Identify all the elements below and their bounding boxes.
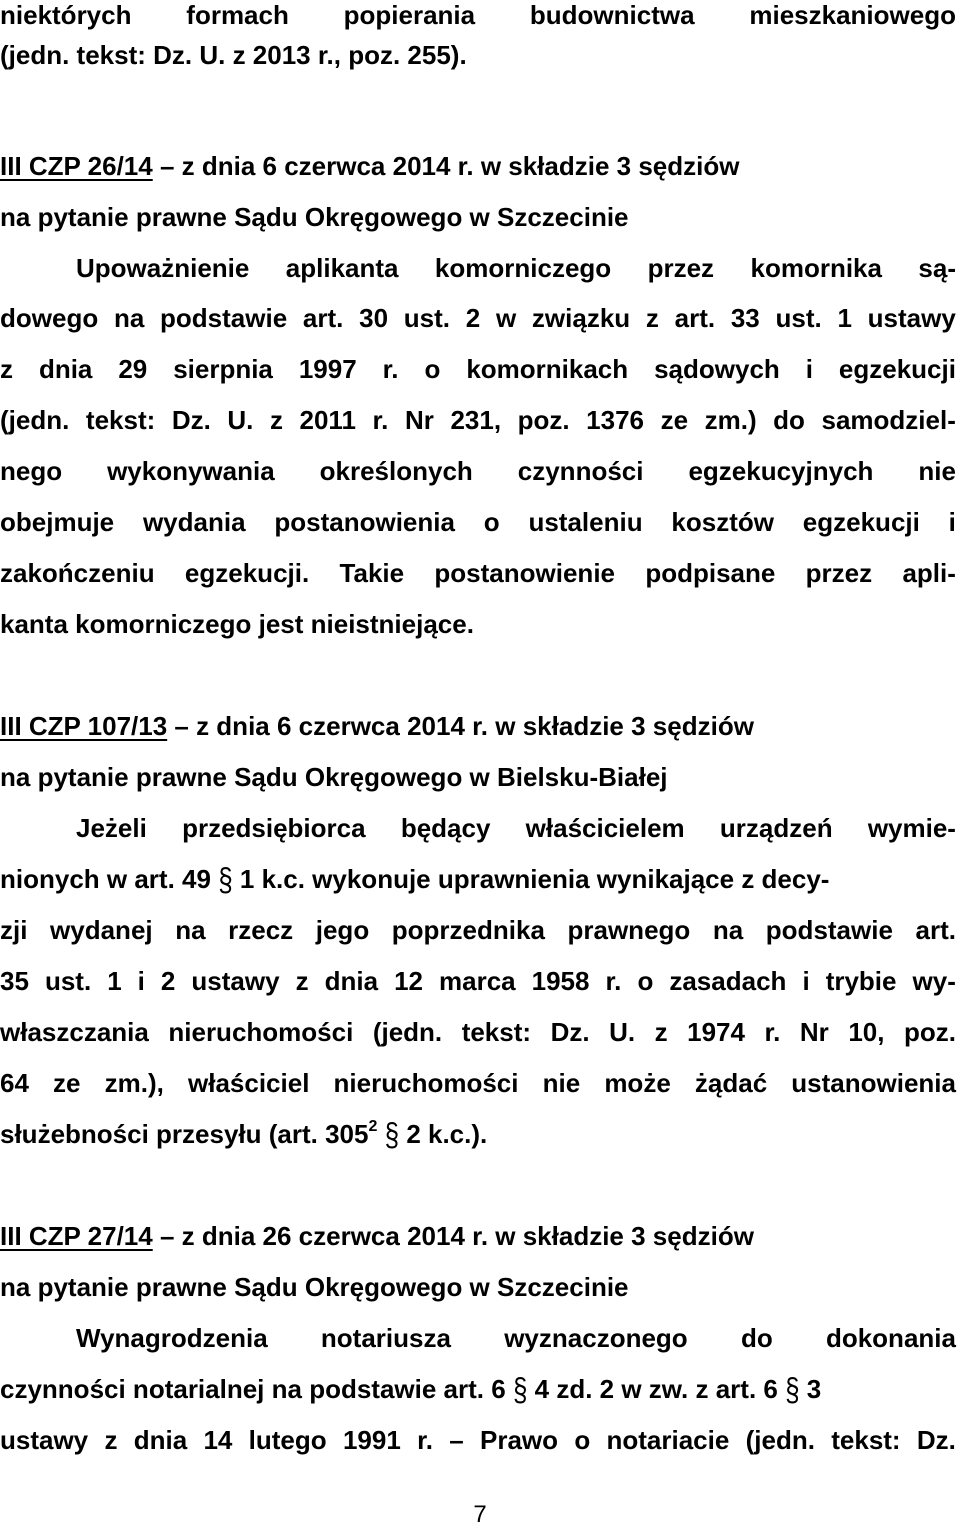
case-date: – z dnia 26 czerwca 2014 r. — [152, 1221, 489, 1251]
thesis-line — [0, 303, 956, 353]
word: komornikach — [466, 354, 629, 384]
word: jego — [315, 915, 370, 945]
word: właścicielem — [525, 813, 685, 843]
case-question: na pytanie prawne Sądu Okręgowego w Bielsku-Białej — [0, 762, 668, 792]
section-symbol: § — [785, 1370, 800, 1408]
word: prawnego — [567, 915, 691, 945]
word: popierania — [343, 0, 476, 30]
word: i — [805, 354, 813, 384]
word: zm.) — [704, 405, 757, 435]
word: wydanej — [50, 915, 153, 945]
word: Nr — [404, 405, 434, 435]
word: r. — [417, 1425, 433, 1455]
word: notariacie — [606, 1425, 730, 1455]
case-heading — [0, 711, 956, 761]
word: o — [424, 354, 441, 384]
case-id: III CZP 27/14 — [0, 1221, 153, 1251]
word: budownictwa — [529, 0, 695, 30]
case-panel: w składzie 3 sędziów — [488, 711, 754, 741]
word: o — [574, 1425, 591, 1455]
thesis-line — [0, 915, 956, 965]
word: r. — [372, 405, 389, 435]
word: przez — [805, 558, 873, 588]
word: 29 — [118, 354, 148, 384]
word: na — [712, 915, 744, 945]
word: nieruchomości — [333, 1068, 519, 1098]
word: wymie- — [867, 813, 956, 843]
word: 231, — [450, 405, 502, 435]
word: sądowych — [654, 354, 780, 384]
word: Dz. — [171, 405, 211, 435]
word: trybie — [825, 966, 897, 996]
word: zji — [0, 915, 28, 945]
word: r. — [764, 1017, 781, 1047]
word: art. — [674, 303, 716, 333]
word: obejmuje — [0, 507, 115, 537]
word: dokonania — [825, 1323, 956, 1353]
word: postanowienia — [274, 507, 455, 537]
word: zakończeniu — [0, 558, 155, 588]
word: egzekucji — [838, 354, 956, 384]
word: związku — [531, 303, 631, 333]
thesis-line — [0, 405, 956, 455]
word: Dz. — [550, 1017, 590, 1047]
word: 33 — [730, 303, 760, 333]
word: właszczania — [0, 1017, 149, 1047]
word: ustanowienia — [791, 1068, 956, 1098]
word: samodziel- — [821, 405, 956, 435]
word: ustawy — [191, 966, 280, 996]
word: art. — [915, 915, 956, 945]
word: nie — [542, 1068, 581, 1098]
word: wykonywania — [107, 456, 275, 486]
paragraph-line: (jedn. tekst: Dz. U. z 2013 r., poz. 255). — [0, 40, 467, 70]
thesis-line — [76, 813, 956, 863]
word: tekst: — [461, 1017, 532, 1047]
word: ust. — [775, 303, 822, 333]
word: 10, — [848, 1017, 885, 1047]
word: z — [654, 1017, 668, 1047]
word: Prawo — [480, 1425, 559, 1455]
word: postanowienie — [434, 558, 615, 588]
word: czynności — [517, 456, 644, 486]
thesis-line: kanta komorniczego jest nieistniejące. — [0, 609, 474, 639]
word: ustaleniu — [528, 507, 643, 537]
word: 1974 — [687, 1017, 745, 1047]
word: mieszkaniowego — [749, 0, 956, 30]
word: wy- — [912, 966, 956, 996]
word: z — [104, 1425, 118, 1455]
word: ust. — [403, 303, 450, 333]
word: poz. — [904, 1017, 956, 1047]
word: (jedn. — [0, 405, 70, 435]
case-heading — [0, 1221, 956, 1271]
thesis-line — [0, 507, 956, 557]
word: określonych — [319, 456, 473, 486]
word: urządzeń — [719, 813, 833, 843]
word: i — [948, 507, 956, 537]
section-symbol: § — [218, 860, 233, 898]
word: 1 — [837, 303, 852, 333]
word: nieruchomości — [168, 1017, 354, 1047]
word: dowego — [0, 303, 99, 333]
word: 35 — [0, 966, 29, 996]
word: komorniczego — [434, 253, 612, 283]
word: aplikanta — [285, 253, 399, 283]
word: formach — [186, 0, 289, 30]
thesis-line — [0, 354, 956, 404]
word: poprzednika — [391, 915, 545, 945]
word: i — [137, 966, 145, 996]
thesis-line — [0, 1017, 956, 1067]
word: dnia — [133, 1425, 188, 1455]
word: 2 — [160, 966, 176, 996]
word: do — [773, 405, 805, 435]
case-date: – z dnia 6 czerwca 2014 r. — [152, 151, 474, 181]
word: r. — [605, 966, 622, 996]
word: Nr — [799, 1017, 829, 1047]
word: dnia — [324, 966, 379, 996]
word: ustawy — [867, 303, 956, 333]
word: z — [295, 966, 309, 996]
word: 64 — [0, 1068, 29, 1098]
thesis-line — [76, 253, 956, 303]
thesis-line — [76, 1323, 956, 1373]
case-id: III CZP 26/14 — [0, 151, 153, 181]
word: (jedn. — [372, 1017, 443, 1047]
word: Wynagrodzenia — [76, 1323, 268, 1353]
word: podpisane — [645, 558, 776, 588]
case-id: III CZP 107/13 — [0, 711, 168, 741]
word: Dz. — [916, 1425, 956, 1455]
word: na — [113, 303, 145, 333]
word: r. — [382, 354, 399, 384]
word: przedsiębiorca — [182, 813, 366, 843]
case-panel: w składzie 3 sędziów — [473, 151, 740, 181]
word: rzecz — [228, 915, 294, 945]
word: są- — [918, 253, 956, 283]
case-heading — [0, 151, 956, 201]
word: z — [269, 405, 283, 435]
word: z — [0, 354, 13, 384]
word: egzekucji — [802, 507, 920, 537]
word: U. — [227, 405, 254, 435]
case-date: – z dnia 6 czerwca 2014 r. — [167, 711, 489, 741]
word: U. — [609, 1017, 636, 1047]
word: komornika — [750, 253, 882, 283]
word: Upoważnienie — [76, 253, 250, 283]
word: apli- — [902, 558, 956, 588]
thesis-line — [0, 1068, 956, 1118]
word: nie — [918, 456, 956, 486]
word: i — [802, 966, 810, 996]
word: nego — [0, 456, 63, 486]
case-question: na pytanie prawne Sądu Okręgowego w Szczecinie — [0, 202, 629, 232]
word: będący — [400, 813, 491, 843]
word: zasadach — [669, 966, 787, 996]
case-question: na pytanie prawne Sądu Okręgowego w Szczecinie — [0, 1272, 629, 1302]
word: może — [604, 1068, 671, 1098]
word: wydania — [142, 507, 246, 537]
word: 2011 — [299, 405, 356, 435]
word: niektórych — [0, 0, 132, 30]
word: dnia — [38, 354, 93, 384]
word: art. — [302, 303, 344, 333]
word: Jeżeli — [76, 813, 147, 843]
thesis-line: czynności notarialnej na podstawie art. 6 § 4 zd. 2 w zw. z art. 6 § 3 — [0, 1370, 822, 1408]
word: 1991 — [342, 1425, 401, 1455]
word: ust. — [44, 966, 92, 996]
word: – — [449, 1425, 464, 1455]
section-symbol: § — [512, 1370, 528, 1408]
case-panel: w składzie 3 sędziów — [488, 1221, 754, 1251]
word: 30 — [359, 303, 389, 333]
word: podstawie — [160, 303, 288, 333]
word: w — [495, 303, 517, 333]
thesis-line — [0, 456, 956, 506]
thesis-line: służebności przesyłu (art. $305^2$ § 2 k.c.). — [0, 1115, 488, 1153]
word: przez — [647, 253, 715, 283]
word: poz. — [517, 405, 570, 435]
word: 1958 — [531, 966, 590, 996]
word: 12 — [394, 966, 423, 996]
page-number: 7 — [473, 1501, 487, 1528]
superscript: 2 — [368, 1118, 378, 1136]
word: właściciel — [188, 1068, 310, 1098]
word: egzekucyjnych — [688, 456, 874, 486]
thesis-line — [0, 558, 956, 608]
word: marca — [439, 966, 516, 996]
word: ze — [660, 405, 689, 435]
word: kosztów — [671, 507, 774, 537]
word: lutego — [248, 1425, 327, 1455]
thesis-line: nionych w art. 49 § 1 k.c. wykonuje uprawnienia wynikające z decy- — [0, 860, 830, 898]
word: tekst: — [85, 405, 156, 435]
word: żądać — [694, 1068, 768, 1098]
word: na — [175, 915, 206, 945]
word: 2 — [465, 303, 481, 333]
word: podstawie — [765, 915, 893, 945]
word: ustawy — [0, 1425, 89, 1455]
word: o — [637, 966, 654, 996]
word: tekst: — [831, 1425, 901, 1455]
word: 1 — [107, 966, 122, 996]
word: egzekucji. — [184, 558, 310, 588]
word: 1376 — [586, 405, 645, 435]
word: z — [645, 303, 659, 333]
word: Takie — [339, 558, 405, 588]
thesis-line — [0, 966, 956, 1016]
section-symbol: § — [384, 1115, 400, 1153]
word: 14 — [203, 1425, 233, 1455]
word: ze — [53, 1068, 81, 1098]
word: notariusza — [320, 1323, 451, 1353]
word: do — [740, 1323, 773, 1353]
word: 1997 — [298, 354, 357, 384]
word: zm.), — [104, 1068, 164, 1098]
word: wyznaczonego — [504, 1323, 688, 1353]
word: sierpnia — [173, 354, 273, 384]
thesis-line — [0, 1425, 956, 1475]
word: o — [483, 507, 500, 537]
word: (jedn. — [745, 1425, 815, 1455]
